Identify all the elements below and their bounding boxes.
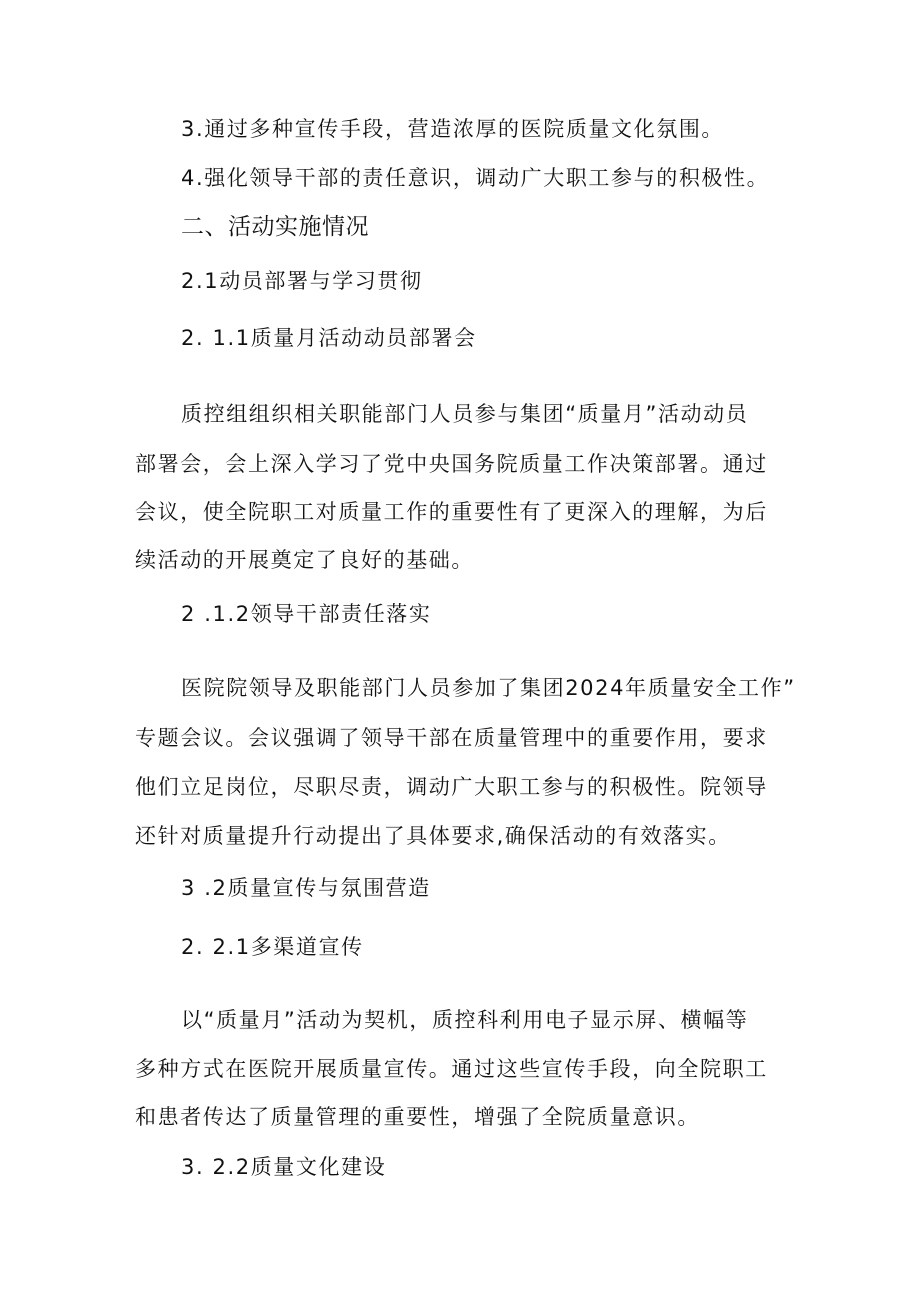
objective-item-3: 3.通过多种宣传手段，营造浓厚的医院质量文化氛围。 xyxy=(181,117,725,141)
paragraph-line: 还针对质量提升行动提出了具体要求,确保活动的有效落实。 xyxy=(135,824,731,848)
subsubsection-heading-2-1-1: 2. 1.1质量月活动动员部署会 xyxy=(181,326,477,350)
paragraph-line: 质控组组织相关职能部门人员参与集团“质量月”活动动员 xyxy=(181,402,749,426)
paragraph-line: 和患者传达了质量管理的重要性，增强了全院质量意识。 xyxy=(135,1105,700,1129)
paragraph-line: 多种方式在医院开展质量宣传。通过这些宣传手段，向全院职工 xyxy=(135,1057,768,1081)
paragraph-line: 续活动的开展奠定了良好的基础。 xyxy=(135,548,474,572)
subsubsection-heading-2-2-1: 2. 2.1多渠道宣传 xyxy=(181,935,364,959)
objective-item-4: 4.强化领导干部的责任意识，调动广大职工参与的积极性。 xyxy=(181,166,770,190)
paragraph-line: 部署会，会上深入学习了党中央国务院质量工作决策部署。通过 xyxy=(135,452,768,476)
section-heading-2: 二、活动实施情况 xyxy=(181,214,369,240)
paragraph-line: 他们立足岗位，尽职尽责，调动广大职工参与的积极性。院领导 xyxy=(135,775,768,799)
subsection-heading-3-2: 3 .2质量宣传与氛围营造 xyxy=(181,876,431,900)
subsubsection-heading-2-1-2: 2 .1.2领导干部责任落实 xyxy=(181,602,432,626)
paragraph-line: 医院院领导及职能部门人员参加了集团2024年质量安全工作” xyxy=(181,676,796,700)
paragraph-line: 会议，使全院职工对质量工作的重要性有了更深入的理解，为后 xyxy=(135,500,768,524)
paragraph-line: 专题会议。会议强调了领导干部在质量管理中的重要作用，要求 xyxy=(135,726,768,750)
subsubsection-heading-2-2-2: 3. 2.2质量文化建设 xyxy=(181,1155,387,1179)
subsection-heading-2-1: 2.1动员部署与学习贯彻 xyxy=(181,269,423,293)
paragraph-line: 以“质量月”活动为契机，质控科利用电子显示屏、横幅等 xyxy=(181,1008,749,1032)
